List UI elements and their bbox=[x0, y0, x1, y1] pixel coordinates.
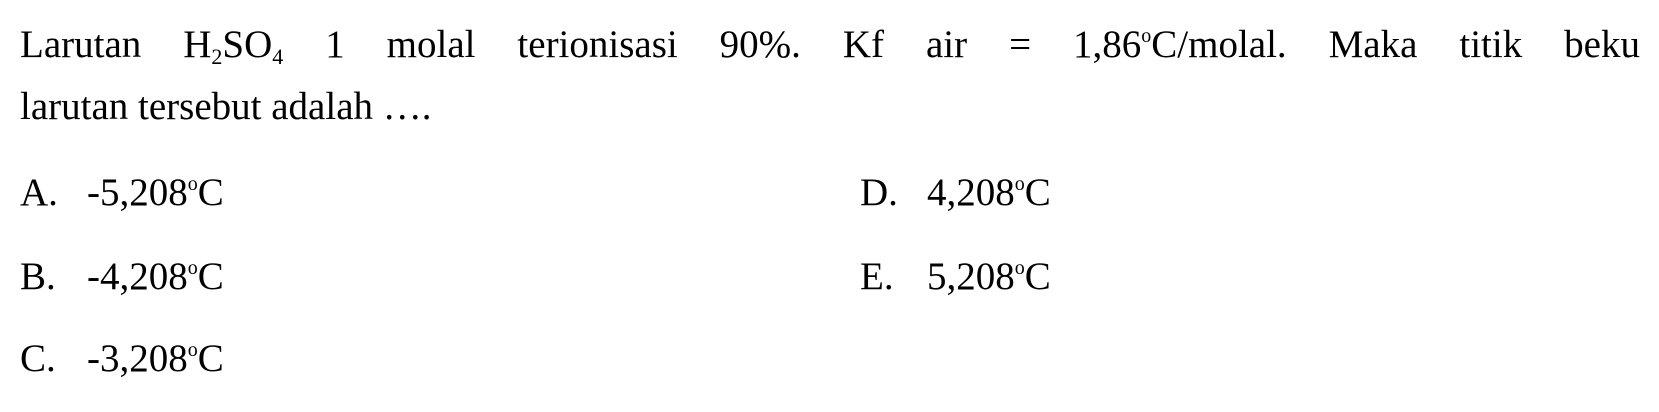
degree-symbol: o bbox=[187, 339, 198, 361]
option-a[interactable] bbox=[20, 168, 224, 218]
question-line-2: larutan tersebut adalah …. bbox=[20, 85, 432, 128]
option-letter: C. bbox=[20, 337, 56, 380]
option-b[interactable] bbox=[20, 252, 224, 302]
question-text-part: Larutan H bbox=[20, 23, 212, 66]
subscript: 4 bbox=[272, 44, 284, 69]
option-value: 4,208 bbox=[927, 171, 1015, 214]
option-value: 5,208 bbox=[927, 255, 1015, 298]
option-unit: C bbox=[197, 171, 224, 214]
option-letter: D. bbox=[860, 171, 898, 214]
option-unit: C bbox=[1024, 171, 1051, 214]
option-value: -3,208 bbox=[87, 337, 188, 380]
question-text-part: C/molal. Maka titik beku bbox=[1151, 23, 1640, 66]
degree-symbol: o bbox=[187, 257, 198, 279]
degree-symbol: o bbox=[1014, 257, 1025, 279]
option-value: -5,208 bbox=[87, 171, 188, 214]
question-text bbox=[20, 14, 1640, 138]
question-text-part: SO bbox=[222, 23, 273, 66]
degree-symbol: o bbox=[1014, 173, 1025, 195]
option-unit: C bbox=[197, 255, 224, 298]
option-letter: B. bbox=[20, 255, 56, 298]
option-c[interactable] bbox=[20, 334, 224, 384]
subscript: 2 bbox=[211, 44, 223, 69]
option-e[interactable] bbox=[860, 252, 1051, 302]
option-d[interactable] bbox=[860, 168, 1051, 218]
degree-symbol: o bbox=[1141, 25, 1152, 47]
option-letter: E. bbox=[860, 255, 894, 298]
question-text-part: 1 molal terionisasi 90%. Kf air = 1,86 bbox=[283, 23, 1142, 66]
option-value: -4,208 bbox=[87, 255, 188, 298]
degree-symbol: o bbox=[187, 173, 198, 195]
question-line-1 bbox=[20, 14, 1640, 76]
option-unit: C bbox=[1024, 255, 1051, 298]
option-unit: C bbox=[197, 337, 224, 380]
option-letter: A. bbox=[20, 171, 58, 214]
